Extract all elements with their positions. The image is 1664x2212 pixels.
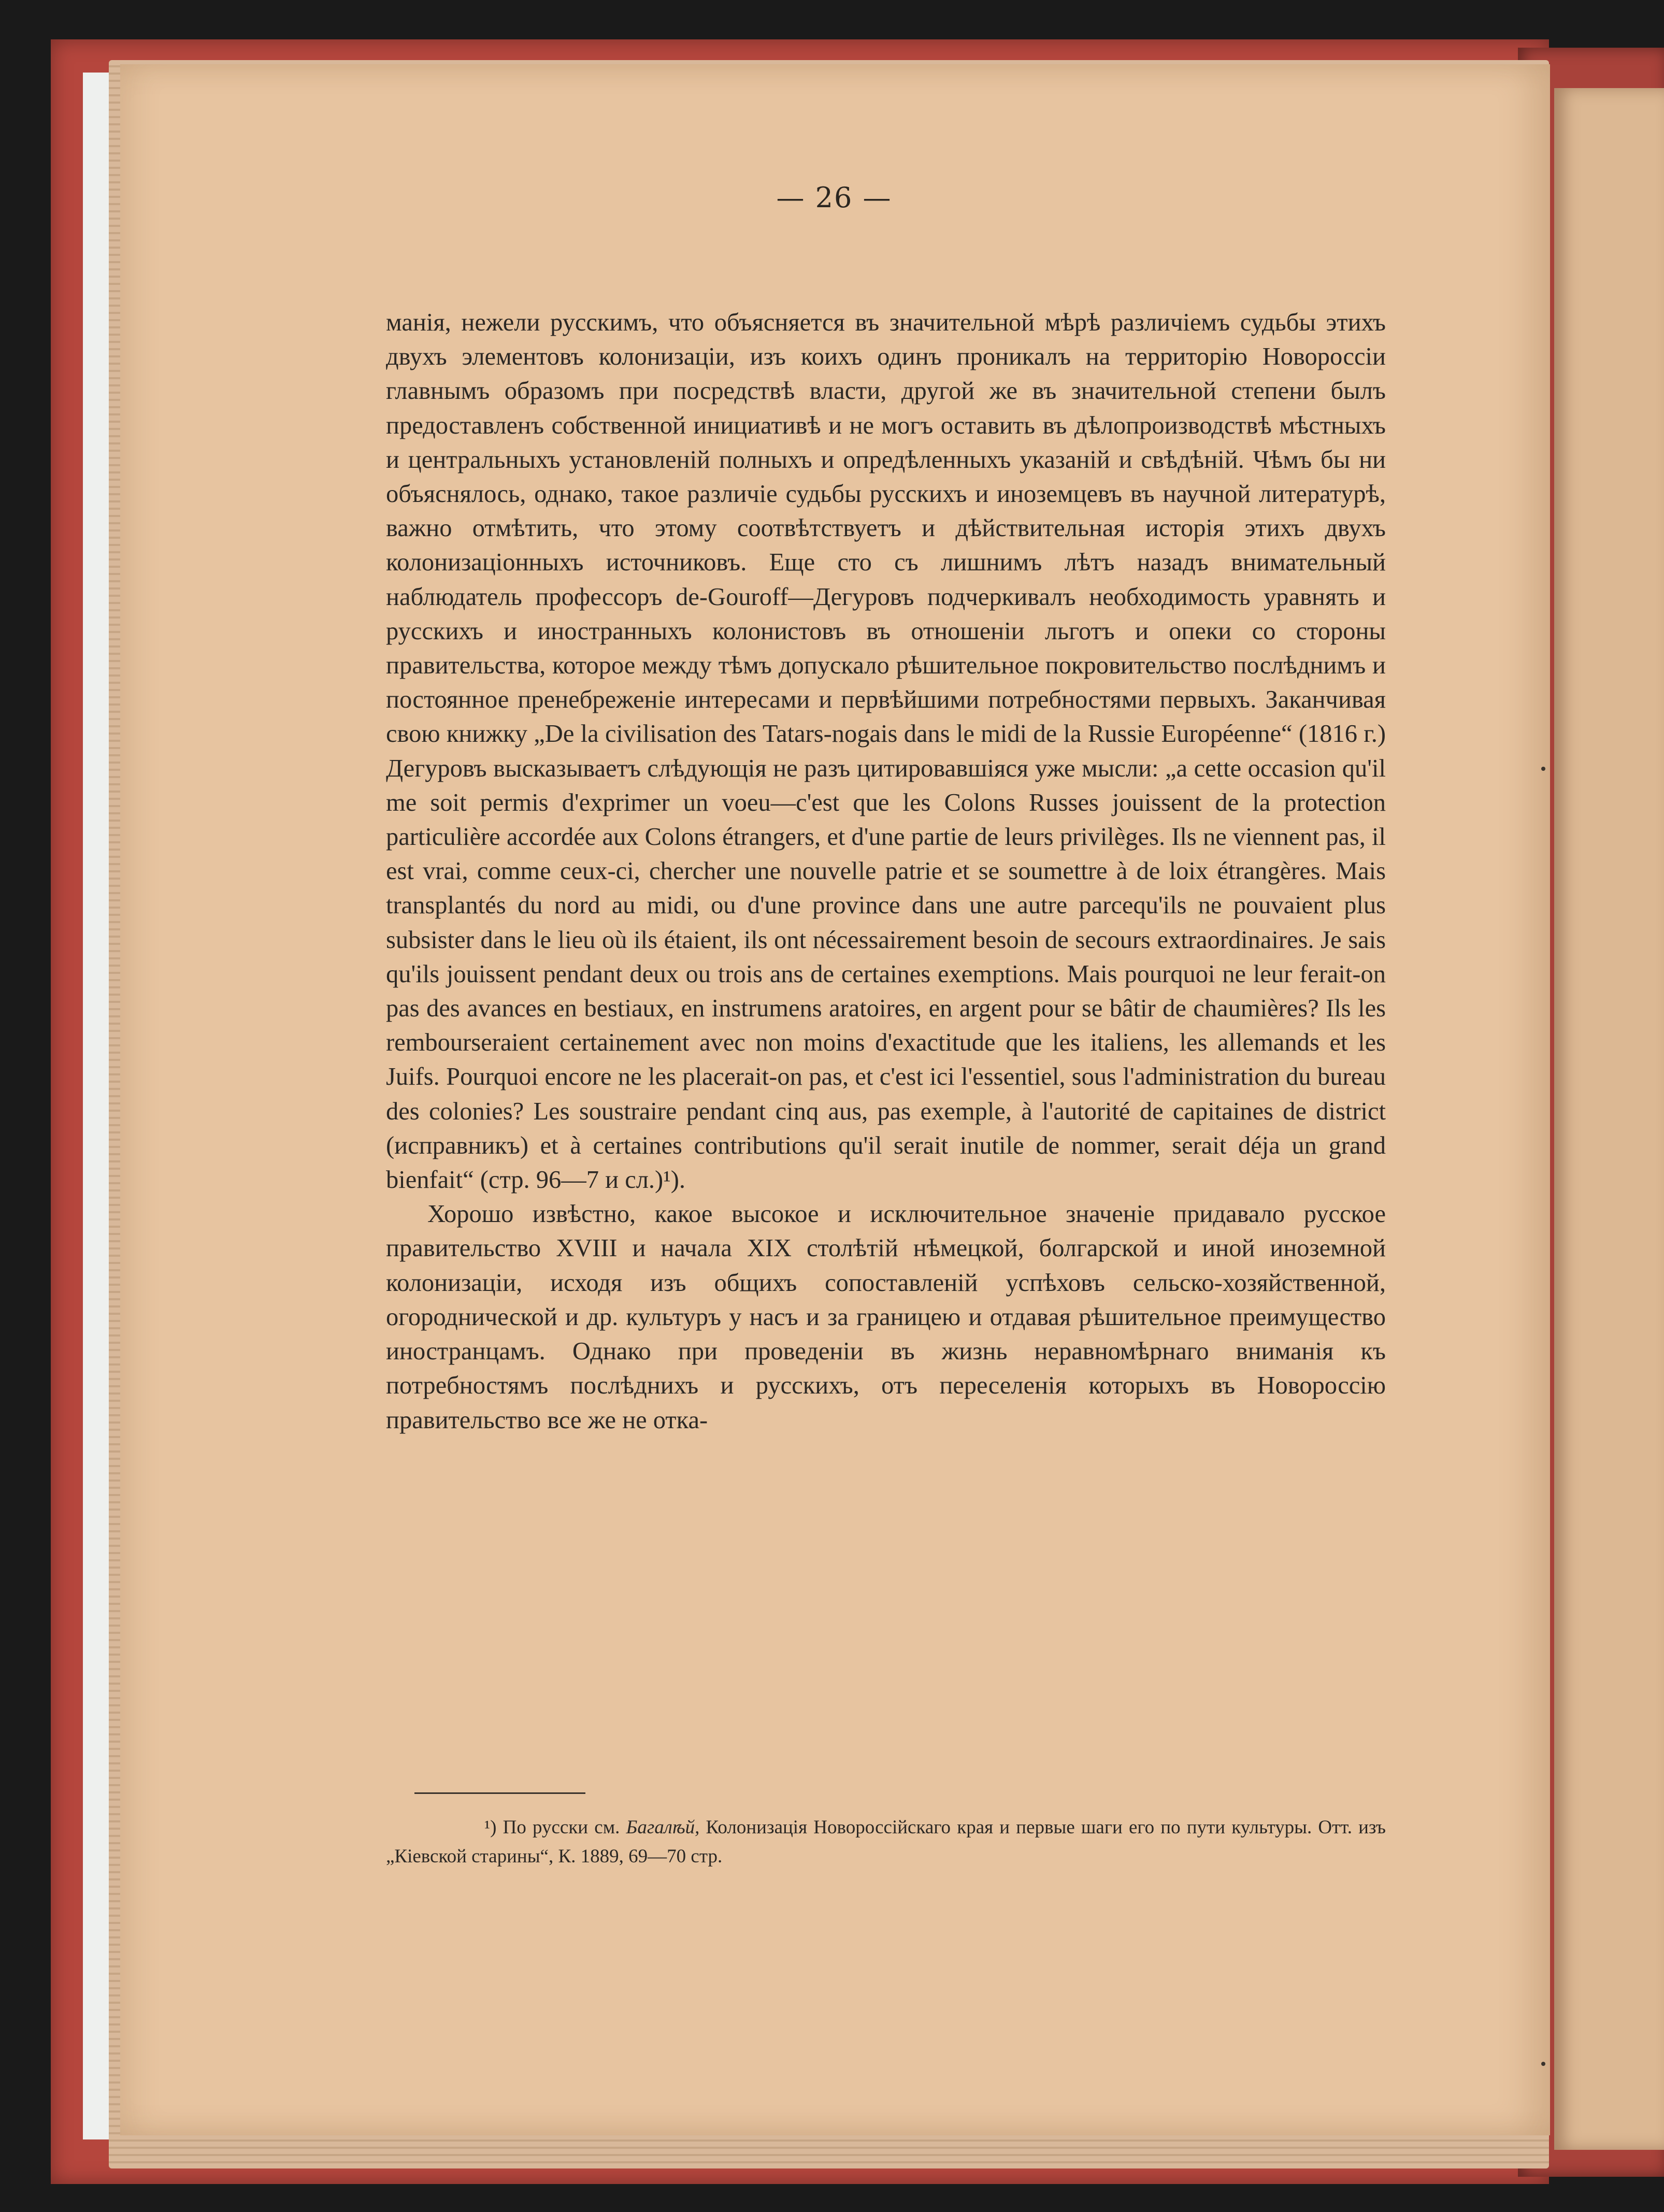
footnote xyxy=(386,1813,1386,1871)
page-speck xyxy=(1541,767,1545,771)
footnote-lead: По русски см. xyxy=(503,1817,620,1838)
footnote-text: Колонизація Новороссійскаго края и первые шаги его по пути культуры. Отт. изъ „Кіевской старины“, К. 1889, 69—70 стр. xyxy=(386,1817,1386,1867)
footnote-divider xyxy=(414,1792,585,1794)
page-speck xyxy=(1541,2062,1545,2066)
page-number: — 26 — xyxy=(776,181,892,214)
adjacent-page xyxy=(1554,88,1664,2150)
body-text xyxy=(386,306,1386,1438)
footnote-author: Багалѣй, xyxy=(626,1817,700,1838)
paragraph-1: манія, нежели русскимъ, что объясняется въ значительной мѣрѣ различіемъ судьбы этихъ двухъ элементовъ колонизаціи, изъ коихъ одинъ проникалъ на территорію Новороссіи главнымъ образомъ при посредствѣ власти, другой же въ значительной степени былъ предоставленъ собственной инициативѣ и не могъ оставить въ дѣлопроизводствѣ мѣстныхъ и центральныхъ установленій полныхъ и опредѣленныхъ указаній и свѣдѣній. Чѣмъ бы ни объяснялось, однако, такое различіе судьбы русскихъ и иноземцевъ въ научной литературѣ, важно отмѣтить, что этому соотвѣтствуетъ и дѣйствительная исторія этихъ двухъ колонизаціонныхъ источниковъ. Еще сто съ лишнимъ лѣтъ назадъ внимательный наблюдатель профессоръ de-Gouroff—Дегуровъ подчеркивалъ необходимость уравнять и русскихъ и иностранныхъ колонистовъ въ отношеніи льготъ и опеки со стороны правительства, которое между тѣмъ допускало рѣшительное покровительство послѣднимъ и постоянное пренебреженіе интересами и первѣйшими потребностями первыхъ. Заканчивая свою книжку „De la civilisation des Tatars-nogais dans le midi de la Russie Européenne“ (1816 г.) Дегуровъ высказываетъ слѣдующія не разъ цитировавшіяся уже мысли: „a cette occasion qu'il me soit permis d'exprimer un voeu—c'est que les Colons Russes jouissent de la protection particulière accordée aux Colons étrangers, et d'une partie de leurs privilèges. Ils ne viennent pas, il est vrai, comme ceux-ci, chercher une nouvelle patrie et se soumettre à de loix étrangères. Mais transplantés du nord au midi, ou d'une province dans une autre parcequ'ils ne pouvaient plus subsister dans le lieu où ils étaient, ils ont nécessairement besoin de secours extraordinaires. Je sais qu'ils jouissent pendant deux ou trois ans de certaines exemptions. Mais pourquoi ne leur ferait-on pas des avances en bestiaux, en instrumens aratoires, en argent pour se bâtir de chaumières? Ils les rembourseraient certainement avec non moins d'exactitude que les italiens, les allemands et les Juifs. Pourquoi encore ne les placerait-on pas, et c'est ici l'essentiel, sous l'administration du bureau des colonies? Les soustraire pendant cinq aus, pas exemple, à l'autorité de capitaines de district (исправникъ) et à certaines contributions qu'il serait inutile de nommer, serait déja un grand bienfait“ (стр. 96—7 и сл.)¹). xyxy=(386,309,1386,1194)
paragraph-2: Хорошо извѣстно, какое высокое и исключительное значеніе придавало русское правительство XVIII и начала XIX столѣтій нѣмецкой, болгарской и иной иноземной колонизаціи, исходя изъ общихъ сопоставленій успѣховъ сельско-хозяйственной, огороднической и др. культуръ у насъ и за границею и отдавая рѣшительное преимущество иностранцамъ. Однако при проведеніи въ жизнь неравномѣрнаго вниманія къ потребностямъ послѣднихъ и русскихъ, отъ переселенія которыхъ въ Новороссію правительство все же не отка- xyxy=(386,1200,1386,1434)
footnote-marker: ¹) xyxy=(484,1817,497,1838)
